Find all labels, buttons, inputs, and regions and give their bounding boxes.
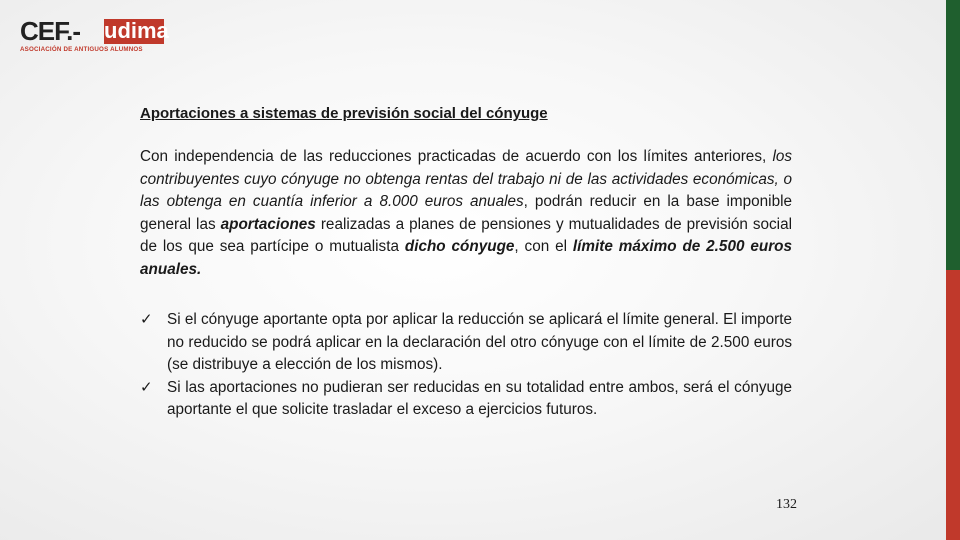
para-bold-aportaciones: aportaciones bbox=[220, 215, 316, 233]
para-bold-conyuge: dicho cónyuge bbox=[404, 238, 515, 255]
side-accent-green bbox=[946, 0, 960, 270]
side-accent-red bbox=[946, 270, 960, 540]
list-item bbox=[140, 309, 792, 377]
logo-cef-text: CEF.- bbox=[20, 16, 80, 46]
check-icon: ✓ bbox=[140, 378, 153, 396]
logo bbox=[20, 18, 170, 54]
para-text-3: realizadas a planes de pensiones y mutualidades de previsión social de los que sea partícipe o mutualista bbox=[140, 215, 792, 255]
para-bold-limite: límite máximo de 2.500 euros anuales. bbox=[140, 238, 792, 278]
slide-content bbox=[140, 105, 792, 422]
main-paragraph bbox=[140, 146, 792, 281]
side-accent-bar bbox=[946, 0, 960, 540]
bullet-text: Si las aportaciones no pudieran ser reducidas en su totalidad entre ambos, será el cónyuge aportante el que solicite trasladar el exceso a ejercicios futuros. bbox=[167, 378, 792, 418]
logo-subtitle: ASOCIACIÓN DE ANTIGUOS ALUMNOS bbox=[20, 46, 143, 53]
check-icon: ✓ bbox=[140, 311, 153, 328]
logo-udima-badge: udima bbox=[104, 18, 169, 43]
para-text-4: , con el bbox=[514, 238, 573, 255]
para-italic-1: los contribuyentes cuyo cónyuge no obtenga rentas del trabajo ni de las actividades económicas, o las obtenga en cuantía inferior a 8.000 euros anuales bbox=[140, 148, 792, 210]
page-number: 132 bbox=[776, 497, 797, 512]
para-text-2: , podrán reducir en la base imponible general las bbox=[140, 193, 792, 233]
slide-title: Aportaciones a sistemas de previsión social del cónyuge bbox=[140, 105, 548, 122]
bullet-text: Si el cónyuge aportante opta por aplicar la reducción se aplicará el límite general. El importe no reducido se podrá aplicar en la declaración del otro cónyuge con el límite de 2.500 euros (se distribuye a elección de los mismos). bbox=[167, 311, 792, 373]
list-item bbox=[140, 377, 792, 422]
bullet-list bbox=[140, 309, 792, 422]
para-text-1: Con independencia de las reducciones practicadas de acuerdo con los límites anteriores, bbox=[140, 148, 773, 165]
